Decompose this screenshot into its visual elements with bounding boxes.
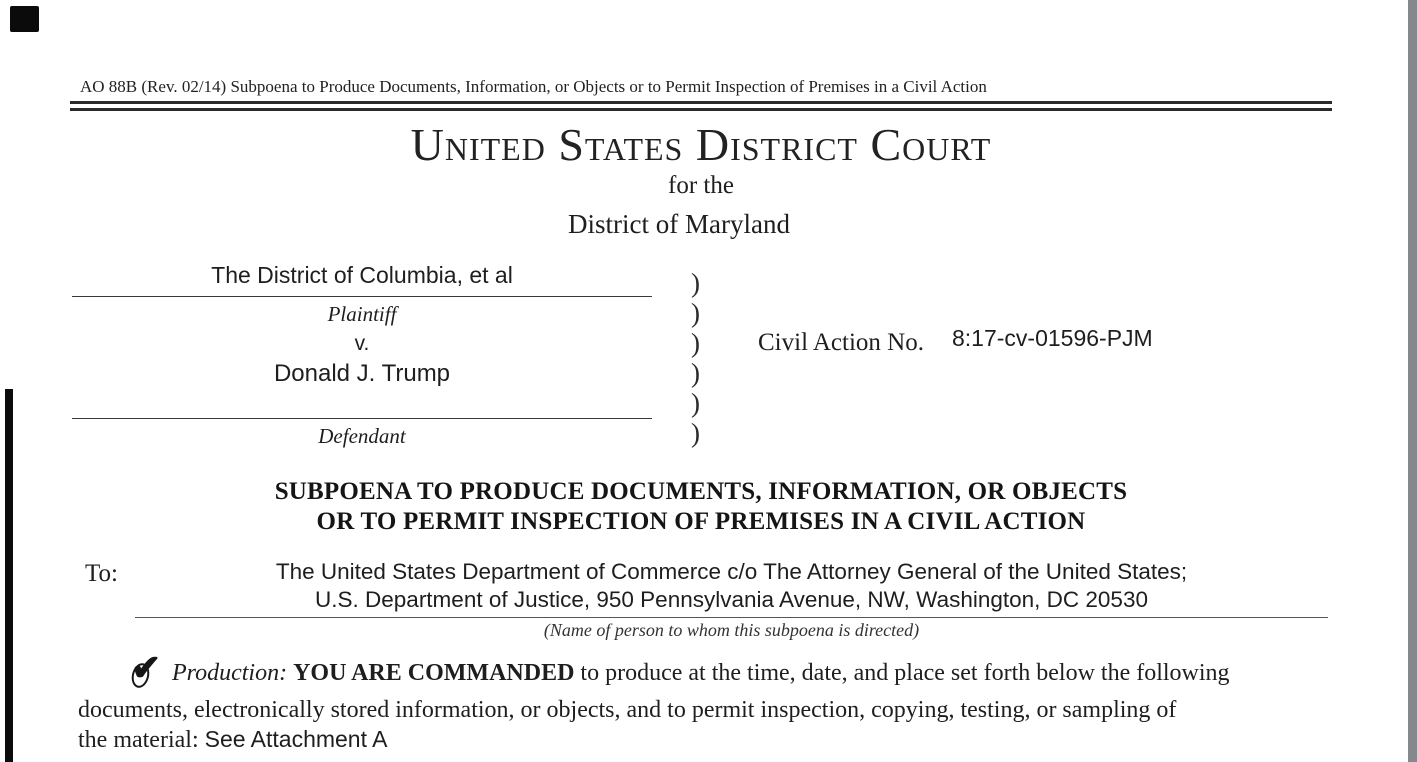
caption-paren: ) (691, 268, 700, 298)
for-the-label: for the (668, 172, 734, 199)
subpoena-heading-line2: OR TO PERMIT INSPECTION OF PREMISES IN A CIVIL ACTION (316, 508, 1086, 535)
caption-parentheses (691, 268, 700, 448)
to-label: To: (85, 560, 118, 587)
production-clause-line3 (78, 726, 387, 754)
production-label: Production: (172, 660, 288, 686)
header-double-rule (70, 101, 1332, 111)
check-icon: ✔ (131, 648, 162, 688)
scan-edge-right-bar (1408, 0, 1417, 762)
plaintiff-underline (72, 296, 652, 297)
production-clause-line1 (172, 660, 1230, 687)
attachment-reference: See Attachment A (204, 726, 388, 752)
commanded-text: YOU ARE COMMANDED (293, 660, 575, 686)
defendant-name: Donald J. Trump (273, 360, 451, 387)
caption-paren: ) (691, 388, 700, 418)
civil-action-label: Civil Action No. (758, 329, 924, 356)
subpoena-recipient (135, 558, 1328, 614)
recipient-caption: (Name of person to whom this subpoena is directed) (543, 620, 920, 640)
scan-artifact-left-bar (5, 389, 13, 762)
recipient-underline (135, 617, 1328, 618)
defendant-label: Defendant (318, 424, 406, 448)
caption-paren: ) (691, 328, 700, 358)
district-name: District of Maryland (568, 209, 790, 239)
caption-paren: ) (691, 358, 700, 388)
production-checkbox-checked (131, 650, 161, 686)
form-id-line: AO 88B (Rev. 02/14) Subpoena to Produce Documents, Information, or Objects or to Permit Inspection of Premises in a Civil Action (80, 77, 987, 96)
recipient-line2: U.S. Department of Justice, 950 Pennsylvania Avenue, NW, Washington, DC 20530 (315, 587, 1148, 612)
caption-paren: ) (691, 418, 700, 448)
caption-paren: ) (691, 298, 700, 328)
subpoena-heading (70, 477, 1332, 537)
production-line1-rest: to produce at the time, date, and place set forth below the following (580, 660, 1230, 686)
plaintiff-name: The District of Columbia, et al (211, 262, 513, 288)
subpoena-heading-line1: SUBPOENA TO PRODUCE DOCUMENTS, INFORMATION, OR OBJECTS (274, 478, 1128, 505)
scan-artifact-top-left (10, 6, 39, 32)
plaintiff-label: Plaintiff (327, 302, 397, 326)
defendant-underline (72, 418, 652, 419)
versus-label: v. (354, 332, 370, 355)
production-line3-prefix: the material: (78, 727, 199, 753)
court-title: United States District Court (410, 119, 992, 170)
civil-action-number: 8:17-cv-01596-PJM (952, 325, 1153, 351)
recipient-line1: The United States Department of Commerce c/o The Attorney General of the United States; (275, 559, 1188, 584)
production-clause-line2: documents, electronically stored information, or objects, and to permit inspection, copying, testing, or sampling of (78, 697, 1177, 723)
